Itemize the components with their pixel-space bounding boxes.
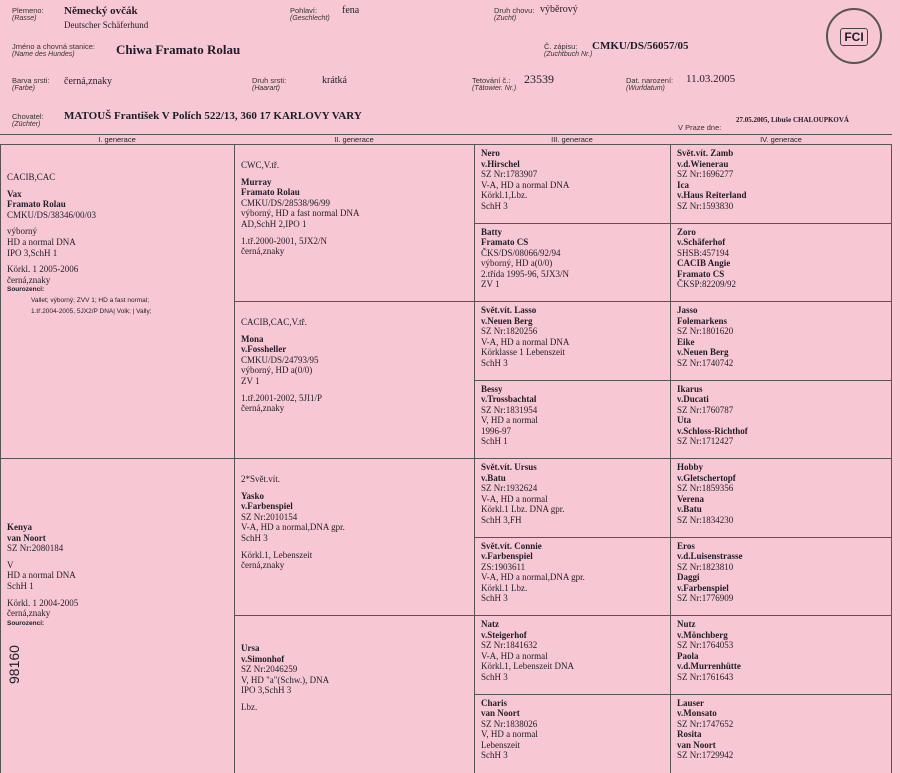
breeder-label: Chovatel: (Züchter) (12, 112, 44, 128)
ancestor-line: CACIB Angie (677, 258, 885, 269)
issued-value: 27.05.2005, Libuše CHALOUPKOVÁ (736, 116, 849, 124)
ancestor-line: SZ Nr:2080184 (7, 543, 229, 554)
ancestor-line: Framato Rolau (7, 199, 229, 210)
ancestor-line: v.Batu (481, 473, 665, 484)
color-value: černá,znaky (64, 76, 112, 87)
siblings-label: Sourozenci: (7, 619, 229, 630)
ancestor-line: v.Neuen Berg (481, 316, 665, 327)
ancestor-line: SZ Nr:1593830 (677, 201, 885, 212)
ancestor-line: v.d.Luisenstrasse (677, 551, 885, 562)
ancestor-line: ČKSP:82209/92 (677, 279, 885, 290)
gen4-ancestor-8 (670, 694, 892, 773)
ancestor-line: CMKU/DS/24793/95 (241, 355, 469, 366)
tattoo-label: Tetování č.: (Tätowier. Nr.) (472, 76, 516, 92)
ancestor-line: Körkl. 1 2005-2006 (7, 264, 229, 275)
ancestor-line: černá,znaky (7, 275, 229, 286)
gen2-ancestor-2 (234, 301, 475, 459)
ancestor-line: SZ Nr:1823810 (677, 562, 885, 573)
ancestor-line: SchH 1 (481, 436, 665, 447)
ancestor-line: Verena (677, 494, 885, 505)
ancestor-line: SchH 3 (481, 672, 665, 683)
ancestor-line: Svět.vít. Connie (481, 541, 665, 552)
ancestor-line: Lauser (677, 698, 885, 709)
ancestor-line: V, HD a normal (481, 729, 665, 740)
gen4-ancestor-1 (670, 144, 892, 224)
ancestor-line: Mona (241, 334, 469, 345)
gen3-ancestor-4 (474, 380, 671, 460)
ancestor-line: SchH 1 (7, 581, 229, 592)
ancestor-line: CWC,V.tř. (241, 160, 469, 171)
ancestor-line: 1.tř.2001-2002, 5JI1/P (241, 393, 469, 404)
ancestor-line: v.d.Wienerau (677, 159, 885, 170)
ancestor-line: Svět.vít. Ursus (481, 462, 665, 473)
ancestor-line: SchH 3,FH (481, 515, 665, 526)
stud-no-label: Č. zápisu: (Zuchtbuch Nr.) (544, 42, 592, 58)
birth-value: 11.03.2005 (686, 73, 735, 85)
ancestor-line: SZ Nr:1932624 (481, 483, 665, 494)
ancestor-line: SZ Nr:2046259 (241, 664, 469, 675)
ancestor-line: SZ Nr:1831954 (481, 405, 665, 416)
ancestor-line: van Noort (7, 533, 229, 544)
sex-label: Pohlaví: (Geschlecht) (290, 6, 330, 22)
gen3-header: III. generace (474, 134, 670, 145)
ancestor-line: SZ Nr:2010154 (241, 512, 469, 523)
document-header (0, 0, 900, 134)
dog-name-label: Jméno a chovná stanice: (Name des Hundes) (12, 42, 95, 58)
ancestor-line: V-A, HD a normal DNA (481, 180, 665, 191)
ancestor-line: v.Haus Reiterland (677, 190, 885, 201)
ancestor-line: Murray (241, 177, 469, 188)
ancestor-line: 1996-97 (481, 426, 665, 437)
ancestor-line: SZ Nr:1859356 (677, 483, 885, 494)
ancestor-line: v.Trossbachtal (481, 394, 665, 405)
ancestor-line: SHSB:457194 (677, 248, 885, 259)
ancestor-line: Ica (677, 180, 885, 191)
ancestor-line: Bessy (481, 384, 665, 395)
ancestor-line: Folemarkens (677, 316, 885, 327)
ancestor-line: Körklasse 1 Lebenszeit (481, 347, 665, 358)
ancestor-line: v.Farbenspiel (677, 583, 885, 594)
ancestor-line: Uta (677, 415, 885, 426)
ancestor-line: van Noort (481, 708, 665, 719)
ancestor-line: SZ Nr:1747652 (677, 719, 885, 730)
ancestor-line: v.Farbenspiel (241, 501, 469, 512)
ancestor-line: SZ Nr:1740742 (677, 358, 885, 369)
gen2-ancestor-4 (234, 615, 475, 773)
sex-value: fena (342, 5, 359, 16)
breed-label: Plemeno: (Rasse) (12, 6, 44, 22)
ancestor-line: Nutz (677, 619, 885, 630)
ancestor-line: Körkl.1 Lbz. DNA gpr. (481, 504, 665, 515)
gen3-ancestor-1 (474, 144, 671, 224)
ancestor-line: SZ Nr:1838026 (481, 719, 665, 730)
fci-logo: FCI (826, 8, 882, 64)
ancestor-line: HD a normal DNA (7, 570, 229, 581)
ancestor-line: v.Schloss-Richthof (677, 426, 885, 437)
gen3-ancestor-7 (474, 615, 671, 695)
birth-label: Dat. narození: (Wurfdatum) (626, 76, 673, 92)
ancestor-line: SZ Nr:1783907 (481, 169, 665, 180)
ancestor-line: Svět.vít. Lasso (481, 305, 665, 316)
breeder-value: MATOUŠ František V Polích 522/13, 360 17 KARLOVY VARY (64, 110, 362, 122)
ancestor-line: SZ Nr:1820256 (481, 326, 665, 337)
ancestor-line: SZ Nr:1841632 (481, 640, 665, 651)
ancestor-line: výborný, HD a(0/0) (241, 365, 469, 376)
color-label: Barva srsti: (Farbe) (12, 76, 50, 92)
gen2-ancestor-3 (234, 458, 475, 616)
ancestor-line: výborný (7, 226, 229, 237)
ancestor-line: ZS:1903611 (481, 562, 665, 573)
ancestor-line: V-A, HD a normal (481, 651, 665, 662)
ancestor-line: Batty (481, 227, 665, 238)
ancestor-line: van Noort (677, 740, 885, 751)
dog-name-value: Chiwa Framato Rolau (116, 42, 240, 58)
ancestor-line: V-A, HD a normal DNA (481, 337, 665, 348)
ancestor-line: Körkl.1, Lebenszeit (241, 550, 469, 561)
gen1-ancestor-1 (0, 144, 235, 459)
ancestor-line: CACIB,CAC (7, 172, 229, 183)
ancestor-line: Charis (481, 698, 665, 709)
coat-label: Druh srsti: (Haarart) (252, 76, 286, 92)
ancestor-line: Rosita (677, 729, 885, 740)
ancestor-line: Nero (481, 148, 665, 159)
ancestor-line: SchH 3 (481, 201, 665, 212)
ancestor-line: Körkl.1,Lbz. (481, 190, 665, 201)
ancestor-line: černá,znaky (241, 403, 469, 414)
ancestor-line: IPO 3,SchH 3 (241, 685, 469, 696)
breed-value: Německý ovčák (64, 5, 138, 17)
ancestor-line: v.Farbenspiel (481, 551, 665, 562)
gen4-ancestor-5 (670, 458, 892, 538)
pedigree-table (0, 134, 900, 772)
ancestor-line: CMKU/DS/28538/96/99 (241, 198, 469, 209)
ancestor-line: SZ Nr:1729942 (677, 750, 885, 761)
gen1-header: I. generace (0, 134, 234, 145)
ancestor-line: Svět.vít. Zamb (677, 148, 885, 159)
ancestor-line: Framato CS (677, 269, 885, 280)
ancestor-line: Paola (677, 651, 885, 662)
ancestor-line: SZ Nr:1761643 (677, 672, 885, 683)
ancestor-line: IPO 3,SchH 1 (7, 248, 229, 259)
ancestor-line: SchH 3 (481, 358, 665, 369)
ancestor-line: Eros (677, 541, 885, 552)
ancestor-line: AD,SchH 2,IPO 1 (241, 219, 469, 230)
gen3-ancestor-8 (474, 694, 671, 773)
ancestor-line: Körkl.1 Lbz. (481, 583, 665, 594)
ancestor-line: výborný, HD a(0/0) (481, 258, 665, 269)
ancestor-line: SZ Nr:1760787 (677, 405, 885, 416)
gen3-ancestor-2 (474, 223, 671, 303)
gen4-ancestor-6 (670, 537, 892, 617)
ancestor-line: 1.tř.2000-2001, 5JX2/N (241, 236, 469, 247)
ancestor-line: V (7, 560, 229, 571)
ancestor-line: v.Ducati (677, 394, 885, 405)
ancestor-line: Framato CS (481, 237, 665, 248)
ancestor-line: Zoro (677, 227, 885, 238)
tattoo-value: 23539 (524, 72, 554, 87)
ancestor-line: SZ Nr:1801620 (677, 326, 885, 337)
ancestor-line: SZ Nr:1712427 (677, 436, 885, 447)
ancestor-line: V, HD "a"(Schw.), DNA (241, 675, 469, 686)
ancestor-line: 2*Svět.vít. (241, 474, 469, 485)
ancestor-line: Kenya (7, 522, 229, 533)
ancestor-line: v.Hirschel (481, 159, 665, 170)
gen2-ancestor-1 (234, 144, 475, 302)
document-number: 98160 (6, 645, 22, 684)
ancestor-line: v.Batu (677, 504, 885, 515)
ancestor-line: v.Monsato (677, 708, 885, 719)
ancestor-line: Lbz. (241, 702, 469, 713)
ancestor-line: ČKS/DS/08066/92/94 (481, 248, 665, 259)
ancestor-line: HD a normal DNA (7, 237, 229, 248)
ancestor-line: Daggi (677, 572, 885, 583)
ancestor-line: Yasko (241, 491, 469, 502)
ancestor-line: v.Mönchberg (677, 630, 885, 641)
ancestor-line: SchH 3 (481, 750, 665, 761)
ancestor-line: v.d.Murrenhütte (677, 661, 885, 672)
gen3-ancestor-5 (474, 458, 671, 538)
ancestor-line: CACIB,CAC,V.tř. (241, 317, 469, 328)
siblings-note: 1.tř.2004-2005, 5JX2/P DNA| Volk; | Vally; (7, 307, 229, 318)
siblings-note: Vallet; výborný; ZVV 1; HD a fast normal; (7, 296, 229, 307)
ancestor-line: SZ Nr:1764053 (677, 640, 885, 651)
ancestor-line: Natz (481, 619, 665, 630)
ancestor-line: V-A, HD a normal (481, 494, 665, 505)
breed-value-de: Deutscher Schäferhund (64, 20, 148, 30)
gen4-header: IV. generace (670, 134, 892, 145)
ancestor-line: V-A, HD a normal,DNA gpr. (241, 522, 469, 533)
ancestor-line: v.Gletschertopf (677, 473, 885, 484)
gen1-ancestor-2 (0, 458, 235, 773)
stud-no-value: CMKU/DS/56057/05 (592, 40, 689, 52)
gen3-ancestor-3 (474, 301, 671, 381)
ancestor-line: 2.třída 1995-96, 5JX3/N (481, 269, 665, 280)
ancestor-line: SchH 3 (481, 593, 665, 604)
gen4-ancestor-4 (670, 380, 892, 460)
ancestor-line: v.Schäferhof (677, 237, 885, 248)
gen2-header: II. generace (234, 134, 474, 145)
ancestor-line: ZV 1 (481, 279, 665, 290)
ancestor-line: Körkl. 1 2004-2005 (7, 598, 229, 609)
ancestor-line: výborný, HD a fast normal DNA (241, 208, 469, 219)
ancestor-line: černá,znaky (241, 560, 469, 571)
gen3-ancestor-6 (474, 537, 671, 617)
ancestor-line: Ikarus (677, 384, 885, 395)
ancestor-line: Vax (7, 189, 229, 200)
issued-label: V Praze dne: (678, 123, 721, 132)
ancestor-line: SZ Nr:1776909 (677, 593, 885, 604)
gen4-ancestor-7 (670, 615, 892, 695)
ancestor-line: CMKU/DS/38346/00/03 (7, 210, 229, 221)
ancestor-line: Jasso (677, 305, 885, 316)
ancestor-line: SchH 3 (241, 533, 469, 544)
gen4-ancestor-3 (670, 301, 892, 381)
ancestor-line: ZV 1 (241, 376, 469, 387)
ancestor-line: V-A, HD a normal,DNA gpr. (481, 572, 665, 583)
ancestor-line: Hobby (677, 462, 885, 473)
ancestor-line: v.Steigerhof (481, 630, 665, 641)
ancestor-line: Eike (677, 337, 885, 348)
gen4-ancestor-2 (670, 223, 892, 303)
coat-value: krátká (322, 75, 347, 86)
ancestor-line: v.Fossheller (241, 344, 469, 355)
ancestor-line: SZ Nr:1696277 (677, 169, 885, 180)
siblings-label: Sourozenci: (7, 285, 229, 296)
breeding-type-label: Druh chovu: (Zucht) (494, 6, 534, 22)
ancestor-line: černá,znaky (7, 608, 229, 619)
ancestor-line: Körkl.1, Lebenszeit DNA (481, 661, 665, 672)
ancestor-line: Framato Rolau (241, 187, 469, 198)
ancestor-line: Ursa (241, 643, 469, 654)
breeding-type-value: výběrový (540, 4, 578, 15)
ancestor-line: v.Neuen Berg (677, 347, 885, 358)
ancestor-line: černá,znaky (241, 246, 469, 257)
ancestor-line: V, HD a normal (481, 415, 665, 426)
ancestor-line: Lebenszeit (481, 740, 665, 751)
ancestor-line: SZ Nr:1834230 (677, 515, 885, 526)
ancestor-line: v.Simonhof (241, 654, 469, 665)
